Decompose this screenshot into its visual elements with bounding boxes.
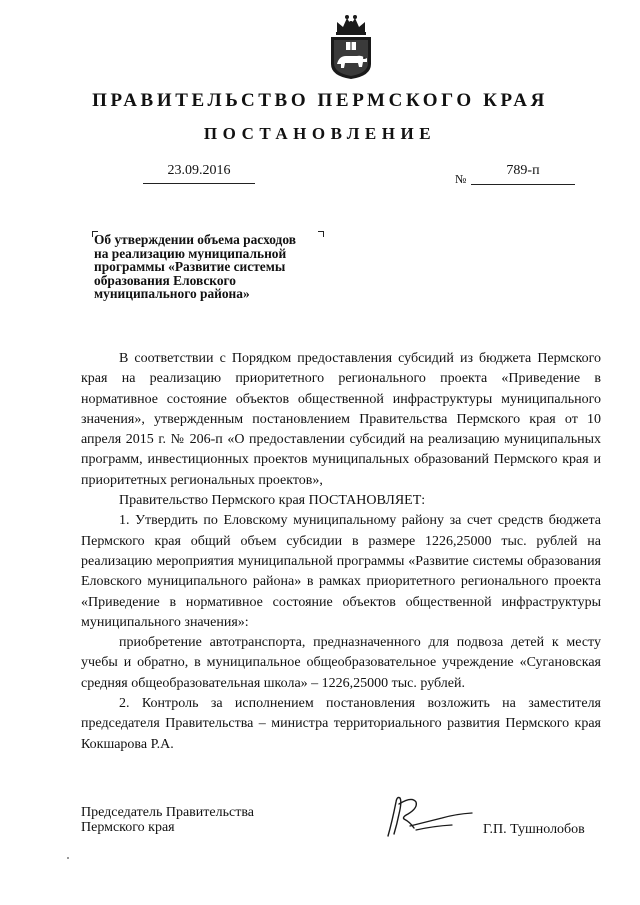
margin-speck [67, 857, 69, 859]
clause-1-paragraph: 1. Утвердить по Еловскому муниципальному району за счет средств бюджета Пермского края общий объем субсидии в размере 1226,25000 тыс. рублей на реализацию мероприятия муниципальной программы «Развитие системы образования Еловского муниципального района» в рамках приоритетного регионального проекта «Приведение в нормативное состояние объектов общественной инфраструктуры муниципального значения»: [81, 513, 601, 630]
handwritten-signature-icon [382, 792, 474, 840]
resolution-statement: Правительство Пермского края ПОСТАНОВЛЯЕТ: [119, 493, 426, 509]
signatory-title-line: Председатель Правительства [81, 805, 254, 820]
subject-line: муниципального района» [94, 286, 250, 302]
preamble-paragraph: В соответствии с Порядком предоставления субсидий из бюджета Пермского края на реализацию приоритетного регионального проекта «Приведение в нормативное состояние объектов общественной инфраструктуры муниципального значения», утвержденным постановлением Правительства Пермского края от 10 апреля 2015 г. № 206-п «О предоставлении субсидий на реализацию муниципальных программ, инвестиционных проектов муниципальных образований Пермского края и приоритетных региональных проектов», [81, 351, 601, 488]
number-sign: № [455, 172, 467, 186]
subject-line: образования Еловского [94, 272, 236, 288]
document-date: 23.09.2016 [143, 163, 255, 184]
document-number: 789-п [471, 163, 575, 185]
subject-line: программы «Развитие системы [94, 259, 286, 275]
document-number-field [455, 163, 575, 187]
document-body [81, 349, 601, 755]
government-title: ПРАВИТЕЛЬСТВО ПЕРМСКОГО КРАЯ [92, 90, 548, 111]
document-subject [94, 233, 344, 301]
signatory-title-line: Пермского края [81, 820, 175, 835]
signer-name: Г.П. Тушнолобов [483, 822, 585, 837]
coat-of-arms-icon [327, 12, 375, 80]
clause-1-detail-paragraph: приобретение автотранспорта, предназначенного для подвоза детей к месту учебы и обратно, в муниципальное общеобразовательное учреждение «Сугановская средняя общеобразовательная школа» – 1226,25000 тыс. рублей. [81, 635, 601, 691]
signatory-title [81, 805, 254, 835]
subject-line: Об утверждении объема расходов [94, 232, 296, 247]
clause-2-paragraph: 2. Контроль за исполнением постановления возложить на заместителя председателя Правительства – министра территориального развития Пермского края Кокшарова Р.А. [81, 696, 601, 752]
document-type: ПОСТАНОВЛЕНИЕ [203, 124, 437, 143]
subject-line: на реализацию муниципальной [94, 245, 287, 261]
